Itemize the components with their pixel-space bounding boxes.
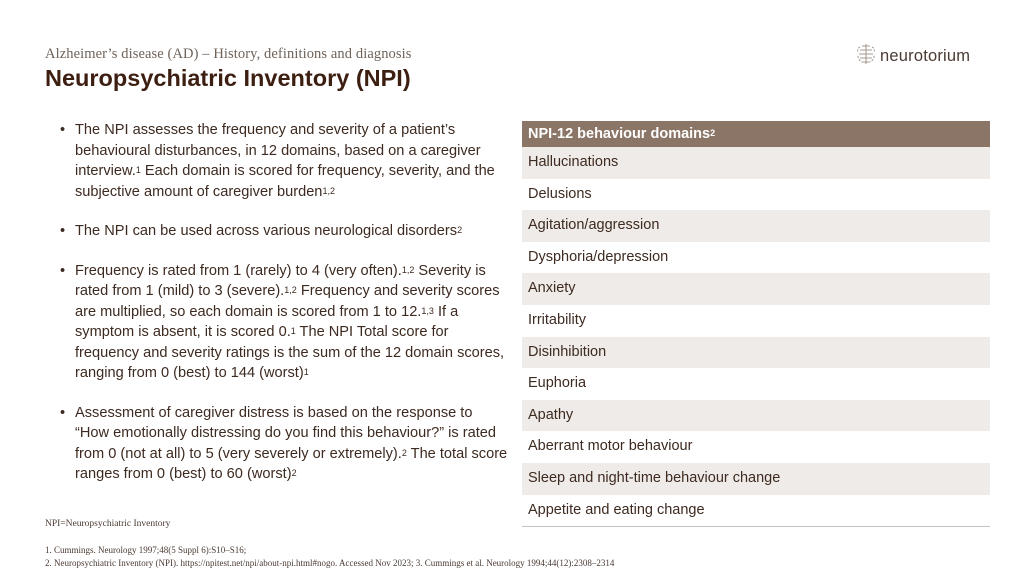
reference-superscript: 1 [135, 165, 141, 175]
reference-superscript: 1,2 [322, 185, 335, 196]
bullet-item [60, 403, 510, 485]
table-row: Hallucinations [522, 147, 990, 179]
table-header [522, 121, 990, 147]
bullet-item [60, 120, 510, 202]
logo-text: neurotorium [880, 47, 971, 65]
logo [856, 43, 970, 70]
table-row: Apathy [522, 400, 990, 432]
bullet-text: The NPI can be used across various neurological disorders [75, 223, 458, 239]
table-row: Delusions [522, 179, 990, 211]
section-subtitle: Alzheimer’s disease (AD) – History, definitions and diagnosis [45, 46, 412, 62]
reference-superscript: 1 [303, 367, 309, 377]
bullet-text: The NPI assesses the frequency and severity of a patient’s behavioural disturbances, in 12 domains, based on a caregiver interview. [75, 122, 481, 179]
page-title: Neuropsychiatric Inventory (NPI) [45, 65, 411, 91]
table-row: Appetite and eating change [522, 495, 990, 528]
reference-superscript: 2 [401, 447, 407, 458]
bullet-item [60, 261, 510, 384]
bullet-text: The NPI Total score for frequency and severity ratings is the sum of the 12 domain scores, ranging from 0 (best) to 144 (worst) [75, 324, 505, 381]
reference-superscript: 1,3 [421, 305, 434, 316]
bullet-text: Frequency is rated from 1 (rarely) to 4 (very often). [75, 262, 402, 279]
reference-line: 1. Cummings. Neurology 1997;48(5 Suppl 6):S10–S16; [45, 545, 247, 555]
reference-superscript: 1 [290, 326, 296, 336]
abbreviation-note: NPI=Neuropsychiatric Inventory [45, 519, 171, 529]
bullet-text: Frequency and severity scores are multiplied, so each domain is scored from 1 to 12. [75, 283, 500, 320]
reference-superscript: 2 [291, 468, 297, 478]
reference-superscript: 1,2 [284, 285, 297, 295]
table-header-ref: 2 [710, 128, 716, 138]
brain-icon [856, 43, 876, 70]
table-row: Aberrant motor behaviour [522, 431, 990, 463]
table-row: Dysphoria/depression [522, 242, 990, 274]
table-row: Sleep and night-time behaviour change [522, 463, 990, 495]
reference-superscript: 2 [457, 225, 463, 235]
table-row: Euphoria [522, 368, 990, 400]
reference-superscript: 1,2 [401, 264, 415, 275]
bullet-text: The total score ranges from 0 (best) to 60 (worst) [75, 445, 508, 482]
references [45, 544, 614, 570]
table-row: Agitation/aggression [522, 210, 990, 242]
table-row: Disinhibition [522, 337, 990, 369]
bullet-text: If a symptom is absent, it is scored 0. [75, 303, 459, 340]
table-header-label: NPI-12 behaviour domains [528, 126, 711, 142]
bullet-text: Severity is rated from 1 (mild) to 3 (severe). [75, 262, 486, 299]
reference-line: 2. Neuropsychiatric Inventory (NPI). https://npitest.net/npi/about-npi.html#nogo. Accessed Nov 2023; 3. Cummings et al. Neurology 1994;44(12):2308–2314 [45, 558, 615, 568]
bullet-list [60, 120, 510, 504]
bullet-item [60, 221, 510, 242]
table-row: Irritability [522, 305, 990, 337]
table-row: Anxiety [522, 273, 990, 305]
bullet-text: Each domain is scored for frequency, severity, and the subjective amount of caregiver burden [75, 163, 495, 200]
bullet-text: Assessment of caregiver distress is based on the response to “How emotionally distressing do you find this behaviour?” is rated from 0 (not at all) to 5 (very severely or extremely). [75, 404, 496, 462]
domains-table [522, 121, 990, 527]
